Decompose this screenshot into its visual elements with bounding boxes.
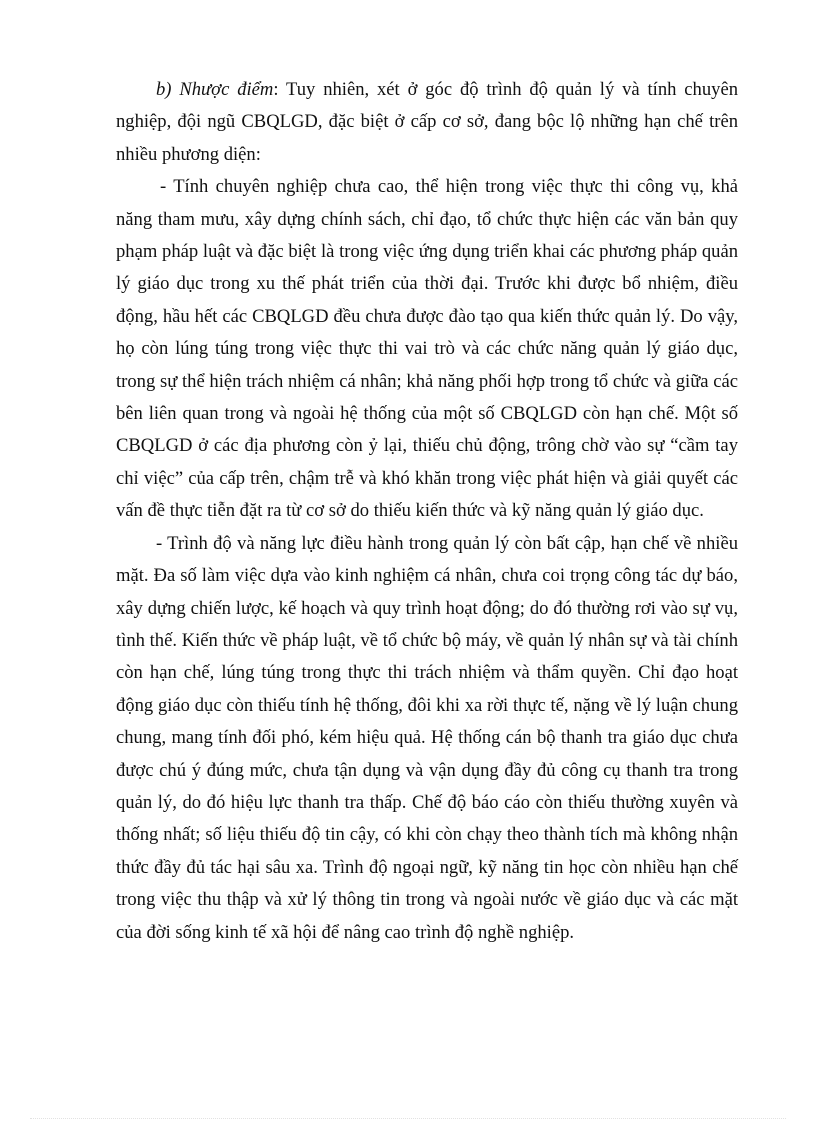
paragraph-management-capacity: - Trình độ và năng lực điều hành trong quản lý còn bất cập, hạn chế về nhiều mặt. Đa số làm việc dựa vào kinh nghiệm cá nhân, chưa coi trọng công tác dự báo, xây dựng chiến lược, kế hoạch và quy trình hoạt động; do đó thường rơi vào sự vụ, tình thế. Kiến thức về pháp luật, về tổ chức bộ máy, về quản lý nhân sự và tài chính còn hạn chế, lúng túng trong thực thi trách nhiệm và thẩm quyền. Chỉ đạo hoạt động giáo dục còn thiếu tính hệ thống, đôi khi xa rời thực tế, nặng về lý luận chung chung, mang tính đối phó, kém hiệu quả. Hệ thống cán bộ thanh tra giáo dục chưa được chú ý đúng mức, chưa tận dụng và vận dụng đầy đủ công cụ thanh tra trong quản lý, do đó hiệu lực thanh tra thấp. Chế độ báo cáo còn thiếu thường xuyên và thống nhất; số liệu thiếu độ tin cậy, có khi còn chạy theo thành tích mà không nhận thức đầy đủ tác hại sâu xa. Trình độ ngoại ngữ, kỹ năng tin học còn nhiều hạn chế trong việc thu thập và xử lý thông tin trong và ngoài nước về giáo dục và các mặt của đời sống kinh tế xã hội để nâng cao trình độ nghề nghiệp. [116,532,738,943]
document-body [116,74,738,949]
page-bottom-divider [30,1118,786,1119]
paragraph-professionalism: - Tính chuyên nghiệp chưa cao, thể hiện trong việc thực thi công vụ, khả năng tham mưu, xây dựng chính sách, chỉ đạo, tổ chức thực hiện các văn bản quy phạm pháp luật và đặc biệt là trong việc ứng dụng triển khai các phương pháp quản lý giáo dục trong xu thế phát triển của thời đại. Trước khi được bổ nhiệm, điều động, hầu hết các CBQLGD đều chưa được đào tạo qua kiến thức quản lý. Do vậy, họ còn lúng túng trong việc thực thi vai trò và các chức năng quản lý giáo dục, trong sự thể hiện trách nhiệm cá nhân; khả năng phối hợp trong tổ chức và giữa các bên liên quan trong và ngoài hệ thống của một số CBQLGD còn hạn chế. Một số CBQLGD ở các địa phương còn ỷ lại, thiếu chủ động, trông chờ vào sự “cầm tay chỉ việc” của cấp trên, chậm trễ và khó khăn trong việc phát hiện và giải quyết các vấn đề thực tiễn đặt ra từ cơ sở do thiếu kiến thức và kỹ năng quản lý giáo dục. [116,176,738,522]
paragraph-text: : Tuy nhiên, xét ở góc độ trình độ quản lý và tính chuyên nghiệp, đội ngũ CBQLGD, đặc biệt ở cấp cơ sở, đang bộc lộ những hạn chế trên nhiều phương diện: [116,79,738,165]
paragraph-weaknesses-intro [116,74,738,171]
section-label: b) Nhược điểm [156,79,274,100]
